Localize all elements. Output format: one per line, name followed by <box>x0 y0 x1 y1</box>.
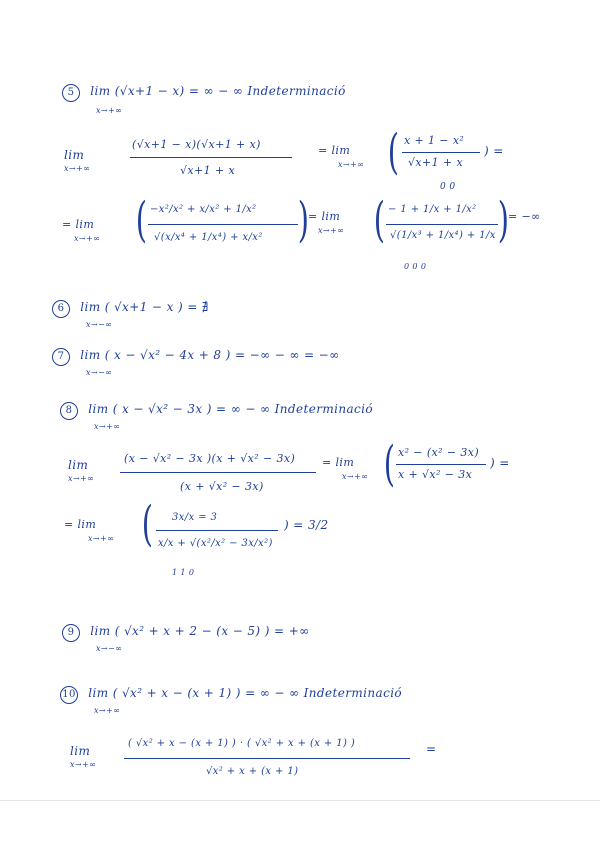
limit-subscript: x→−∞ <box>86 320 113 329</box>
right-paren: ) <box>297 192 309 248</box>
fraction-numerator: ( √x² + x − (x + 1) ) · ( √x² + x + (x + 1) ) <box>128 738 356 749</box>
limit-subscript: x→+∞ <box>342 472 369 481</box>
fraction-denominator: (x + √x² − 3x) <box>180 480 264 493</box>
fraction-bar <box>148 224 298 225</box>
left-paren: ( <box>373 192 385 248</box>
limit-subscript: x→+∞ <box>338 160 365 169</box>
fraction-bar <box>396 464 486 465</box>
limit-zeros: 0 0 0 <box>404 262 427 271</box>
fraction-numerator: x + 1 − x² <box>404 134 465 147</box>
fraction-numerator: x² − (x² − 3x) <box>398 446 480 459</box>
fraction-numerator: (√x+1 − x)(√x+1 + x) <box>132 138 261 151</box>
limit-subscript: x→+∞ <box>88 534 115 543</box>
limit-subscript: x→+∞ <box>74 234 101 243</box>
page-edge <box>0 800 600 801</box>
left-paren: ( <box>141 496 153 552</box>
problem-number: 10 <box>60 686 78 704</box>
fraction-denominator: √(1/x³ + 1/x⁴) + 1/x <box>390 230 496 241</box>
limit-word: lim <box>64 148 85 162</box>
limit-subscript: x→+∞ <box>68 474 95 483</box>
equals-limit: = lim <box>322 456 355 469</box>
fraction-bar <box>120 472 316 473</box>
closing-paren: ) = <box>484 144 504 158</box>
limit-subscript: x→−∞ <box>96 644 123 653</box>
problem-number: 7 <box>52 348 70 366</box>
limit-subscript: x→+∞ <box>94 422 121 431</box>
left-paren: ( <box>383 436 395 492</box>
superscript-zeros: 0 0 <box>440 182 456 192</box>
left-paren: ( <box>135 192 147 248</box>
fraction-numerator: − 1 + 1/x + 1/x² <box>388 204 477 215</box>
fraction-denominator: √x² + x + (x + 1) <box>206 766 299 777</box>
limit-subscript: x→+∞ <box>64 164 91 173</box>
equals-limit: = lim <box>308 210 341 223</box>
limit-subscript: x→−∞ <box>86 368 113 377</box>
fraction-numerator: (x − √x² − 3x )(x + √x² − 3x) <box>124 452 296 465</box>
fraction-bar <box>124 758 410 759</box>
limit-expression: lim (√x+1 − x) = ∞ − ∞ Indeterminació <box>90 84 346 98</box>
problem-8-line-1 <box>60 402 373 420</box>
problem-5-line-1 <box>62 84 346 102</box>
right-paren: ) <box>497 192 509 248</box>
problem-number: 8 <box>60 402 78 420</box>
fraction-denominator: x + √x² − 3x <box>398 468 473 481</box>
limit-word: lim <box>68 458 89 472</box>
fraction-numerator: 3x/x = 3 <box>172 512 218 523</box>
limit-expression: lim ( √x² + x + 2 − (x − 5) ) = +∞ <box>90 624 310 638</box>
limit-expression: lim ( x − √x² − 4x + 8 ) = −∞ − ∞ = −∞ <box>80 348 340 362</box>
equals-sign: = <box>426 742 437 756</box>
closing-paren: ) = <box>490 456 510 470</box>
equals-limit: = lim <box>64 518 97 531</box>
fraction-bar <box>386 224 498 225</box>
limit-expression: lim ( x − √x² − 3x ) = ∞ − ∞ Indeterminació <box>88 402 374 416</box>
limit-subscript: x→+∞ <box>96 106 123 115</box>
result: = −∞ <box>508 210 541 223</box>
fraction-bar <box>402 152 480 153</box>
left-paren: ( <box>387 124 399 180</box>
problem-7-line <box>52 348 340 366</box>
fraction-denominator: x/x + √(x²/x² − 3x/x²) <box>158 538 273 549</box>
problem-number: 9 <box>62 624 80 642</box>
limit-word: lim <box>70 744 91 758</box>
limit-subscript: x→+∞ <box>318 226 345 235</box>
problem-number: 6 <box>52 300 70 318</box>
equals-limit: = lim <box>318 144 351 157</box>
result: ) = 3/2 <box>284 518 329 532</box>
limit-subscript: x→+∞ <box>70 760 97 769</box>
fraction-bar <box>156 530 278 531</box>
fraction-numerator: −x²/x² + x/x² + 1/x² <box>150 204 257 215</box>
fraction-denominator: √x+1 + x <box>180 164 236 177</box>
fraction-denominator: √(x/x⁴ + 1/x⁴) + x/x² <box>154 232 263 243</box>
limit-expression: lim ( √x+1 − x ) = ∄ <box>80 300 209 314</box>
problem-9-line <box>62 624 310 642</box>
problem-6-line <box>52 300 209 318</box>
problem-10-line-1 <box>60 686 402 704</box>
equals-limit: = lim <box>62 218 95 231</box>
fraction-denominator: √x+1 + x <box>408 156 464 169</box>
limit-expression: lim ( √x² + x − (x + 1) ) = ∞ − ∞ Indeterminació <box>88 686 403 700</box>
problem-number: 5 <box>62 84 80 102</box>
fraction-bar <box>130 157 292 158</box>
limit-subscript: x→+∞ <box>94 706 121 715</box>
limit-ones: 1 1 0 <box>172 568 195 577</box>
